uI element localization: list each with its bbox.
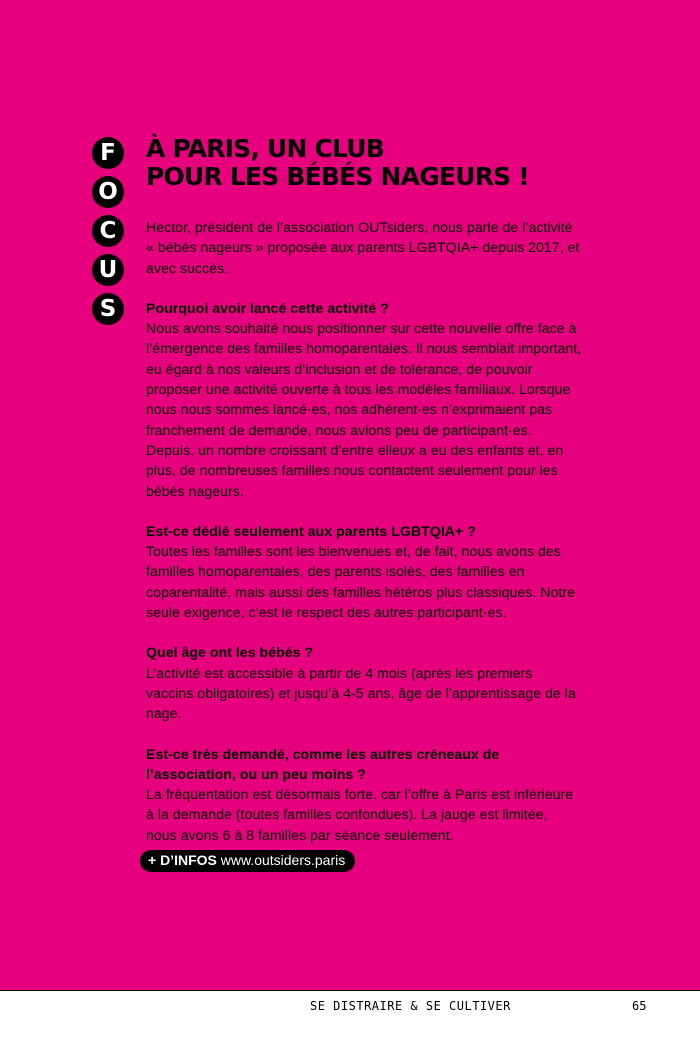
question: Pourquoi avoir lancé cette activité ?	[146, 300, 389, 317]
question: Est-ce dédié seulement aux parents LGBTQIA+ ?	[146, 523, 476, 540]
page-footer	[0, 990, 700, 1051]
footer-section-title: SE DISTRAIRE & SE CULTIVER	[310, 999, 511, 1013]
qa-block	[146, 299, 582, 502]
question: Quel âge ont les bébés ?	[146, 645, 314, 662]
more-info-link[interactable]: www.outsiders.paris	[220, 852, 346, 868]
focus-letter-f: F	[92, 137, 124, 169]
focus-letter-o: O	[92, 176, 124, 208]
question: Est-ce très demandé, comme les autres créneaux de l’association, ou un peu moins ?	[146, 746, 500, 783]
page-number: 65	[632, 999, 647, 1013]
focus-letter-c: C	[92, 215, 124, 247]
more-info-label: + D’INFOS	[148, 852, 217, 868]
focus-vertical-label	[92, 137, 126, 332]
qa-block	[146, 745, 582, 846]
focus-letter-u: U	[92, 254, 124, 286]
article-title-line2: POUR LES BÉBÉS NAGEURS !	[146, 162, 529, 191]
answer: Nous avons souhaité nous positionner sur cette nouvelle offre face à l’émergence des familles homoparentales. Il nous semblait important, eu égard à nos valeurs d’inclusion et de tolérance, de pouvoir proposer une activité ouverte à tous les modèles familiaux. Lorsque nous nous sommes lancé·es, nos adhérent·es n’exprimaient pas franchement de demande, nous avions peu de participant·es. Depuis, un nombre croissant d’entre elleux a eu des enfants et, en plus, de nombreuses familles nous contactent seulement pour les bébés nageurs.	[146, 321, 582, 500]
answer: L’activité est accessible à partir de 4 mois (après les premiers vaccins obligatoires) et jusqu’à 4-5 ans, âge de l’apprentissage de la nage.	[146, 665, 576, 723]
answer: La fréquentation est désormais forte, car l’offre à Paris est inférieure à la demande (toutes familles confondues). La jauge est limitée, nous avons 6 à 8 familles par séance seulement.	[146, 787, 574, 844]
article-title-line1: À PARIS, UN CLUB	[146, 134, 385, 163]
article-title	[146, 135, 586, 191]
answer: Toutes les familles sont les bienvenues et, de fait, nous avons des familles homoparentales, des parents isolés, des familles en coparentalité, mais aussi des familles hétéros plus classiques. Notre seule exigence, c’est le respect des autres participant·es.	[146, 544, 575, 622]
focus-letter-s: S	[92, 293, 124, 325]
more-info-badge	[140, 850, 355, 872]
qa-block	[146, 522, 582, 623]
qa-block	[146, 643, 582, 724]
article-intro: Hector, président de l’association OUTsiders, nous parle de l’activité « bébés nageurs » proposée aux parents LGBTQIA+ depuis 2017, et avec succès.	[146, 220, 580, 277]
article-body	[146, 218, 582, 866]
